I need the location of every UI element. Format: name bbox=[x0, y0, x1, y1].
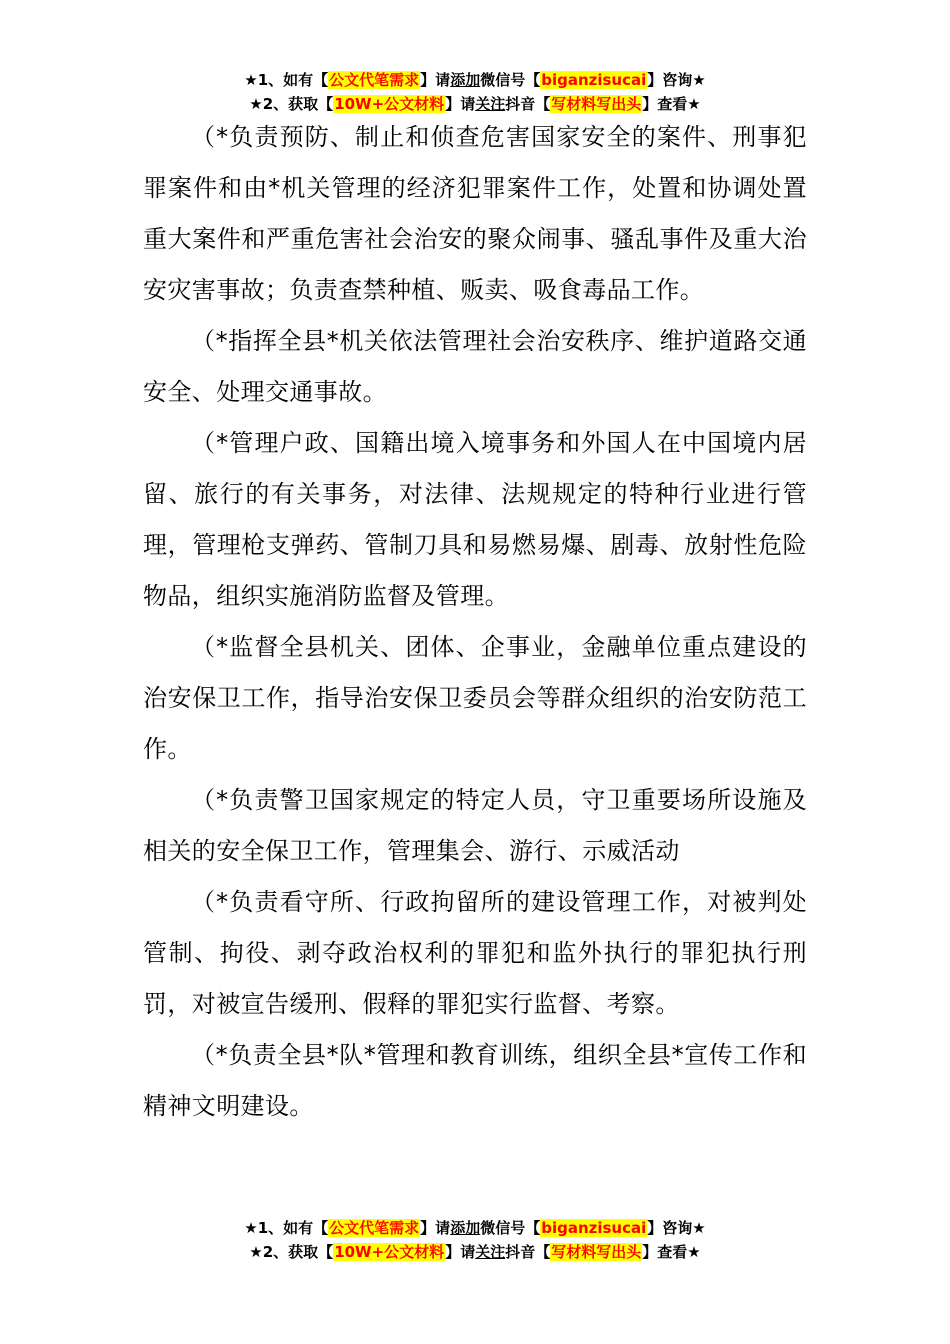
highlight-douyin: 写材料写出头 bbox=[551, 1243, 642, 1261]
underlined-text: 关注 bbox=[475, 95, 506, 113]
banner-line-1 bbox=[0, 68, 950, 92]
paragraph: （*负责预防、制止和侦查危害国家安全的案件、刑事犯罪案件和由*机关管理的经济犯罪案件工作，处置和协调处置重大案件和严重危害社会治安的聚众闹事、骚乱事件及重大治安灾害事故；负责查禁种植、贩卖、吸食毒品工作。 bbox=[143, 123, 807, 304]
header-banner bbox=[0, 68, 950, 116]
banner-text: ★2、获取【 bbox=[249, 1243, 334, 1261]
highlight-materials: 10W+公文材料 bbox=[334, 1243, 445, 1261]
banner-text: 】查看★ bbox=[642, 1243, 701, 1261]
document-body bbox=[143, 112, 807, 1132]
banner-line-1 bbox=[0, 1216, 950, 1240]
banner-line-2 bbox=[0, 1240, 950, 1264]
highlight-service: 公文代笔需求 bbox=[329, 71, 420, 89]
banner-text: 微信号【 bbox=[480, 1219, 541, 1237]
banner-text: 】咨询★ bbox=[647, 71, 706, 89]
underlined-text: 添加 bbox=[450, 71, 481, 89]
footer-banner bbox=[0, 1216, 950, 1264]
banner-text: 】请 bbox=[420, 71, 451, 89]
paragraph: （*监督全县机关、团体、企事业，金融单位重点建设的治安保卫工作，指导治安保卫委员会等群众组织的治安防范工作。 bbox=[143, 633, 807, 763]
banner-text: 】请 bbox=[445, 1243, 476, 1261]
highlight-wechat-id: biganzisucai bbox=[541, 71, 647, 89]
banner-text: ★1、如有【 bbox=[244, 71, 329, 89]
banner-text: ★1、如有【 bbox=[244, 1219, 329, 1237]
banner-text: 】查看★ bbox=[642, 95, 701, 113]
paragraph: （*负责看守所、行政拘留所的建设管理工作，对被判处管制、拘役、剥夺政治权利的罪犯和监外执行的罪犯执行刑罚，对被宣告缓刑、假释的罪犯实行监督、考察。 bbox=[143, 888, 807, 1018]
underlined-text: 添加 bbox=[450, 1219, 481, 1237]
banner-text: 微信号【 bbox=[480, 71, 541, 89]
banner-text: ★2、获取【 bbox=[249, 95, 334, 113]
banner-text: 】请 bbox=[445, 95, 476, 113]
highlight-douyin: 写材料写出头 bbox=[551, 95, 642, 113]
banner-text: 】咨询★ bbox=[647, 1219, 706, 1237]
highlight-service: 公文代笔需求 bbox=[329, 1219, 420, 1237]
banner-text: 】请 bbox=[420, 1219, 451, 1237]
paragraph: （*指挥全县*机关依法管理社会治安秩序、维护道路交通安全、处理交通事故。 bbox=[143, 327, 807, 406]
banner-text: 抖音【 bbox=[505, 1243, 551, 1261]
highlight-wechat-id: biganzisucai bbox=[541, 1219, 647, 1237]
paragraph: （*负责全县*队*管理和教育训练，组织全县*宣传工作和精神文明建设。 bbox=[143, 1041, 807, 1120]
underlined-text: 关注 bbox=[475, 1243, 506, 1261]
highlight-materials: 10W+公文材料 bbox=[334, 95, 445, 113]
banner-text: 抖音【 bbox=[505, 95, 551, 113]
paragraph: （*管理户政、国籍出境入境事务和外国人在中国境内居留、旅行的有关事务，对法律、法规规定的特种行业进行管理，管理枪支弹药、管制刀具和易燃易爆、剧毒、放射性危险物品，组织实施消防监督及管理。 bbox=[143, 429, 807, 610]
paragraph: （*负责警卫国家规定的特定人员，守卫重要场所设施及相关的安全保卫工作，管理集会、游行、示威活动 bbox=[143, 786, 807, 865]
